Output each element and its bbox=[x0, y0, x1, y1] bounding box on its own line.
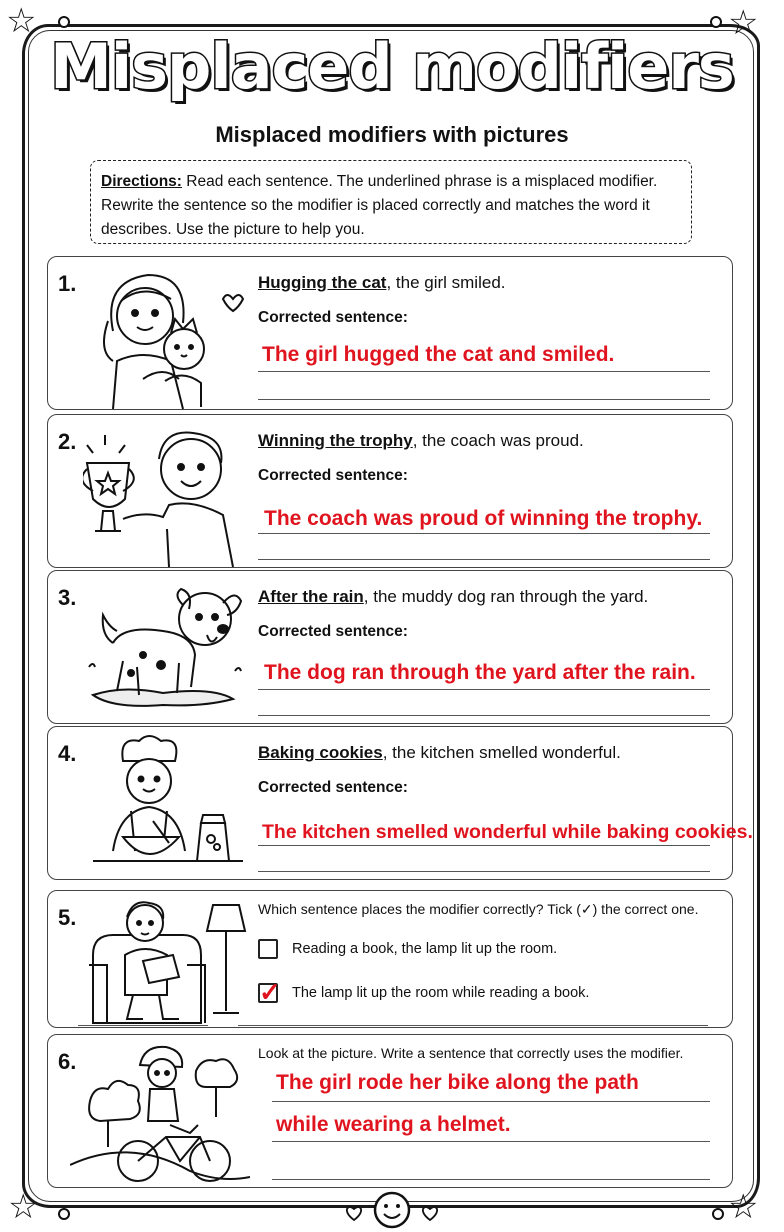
writing-line bbox=[258, 689, 710, 690]
writing-line bbox=[258, 559, 710, 560]
option-label: The lamp lit up the room while reading a book. bbox=[292, 985, 590, 1001]
checkbox[interactable] bbox=[258, 939, 278, 959]
item-number: 4. bbox=[58, 741, 77, 766]
star-icon: ☆ bbox=[728, 1188, 759, 1226]
checkmark-icon: ✓ bbox=[259, 977, 281, 1007]
writing-line bbox=[272, 1141, 710, 1142]
sentence bbox=[258, 587, 648, 607]
smiley-icon bbox=[372, 1190, 412, 1230]
star-icon: ☆ bbox=[8, 1188, 39, 1226]
exercise-card-2 bbox=[47, 414, 733, 568]
answer-text[interactable]: The dog ran through the yard after the rain. bbox=[264, 661, 696, 684]
answer-line-2[interactable]: while wearing a helmet. bbox=[276, 1113, 511, 1136]
boy-reading-in-armchair-icon bbox=[83, 895, 253, 1029]
corrected-label: Corrected sentence: bbox=[258, 309, 408, 326]
exercise-card-5 bbox=[47, 890, 733, 1028]
item-number: 3. bbox=[58, 585, 77, 610]
writing-line bbox=[258, 871, 710, 872]
heart-icon bbox=[420, 1204, 440, 1222]
writing-line bbox=[272, 1179, 710, 1180]
answer-line-1[interactable]: The girl rode her bike along the path bbox=[276, 1071, 639, 1094]
option-label: Reading a book, the lamp lit up the room. bbox=[292, 941, 558, 957]
exercise-card-4 bbox=[47, 726, 753, 880]
answer-text[interactable]: The kitchen smelled wonderful while baking cookies. bbox=[262, 821, 753, 843]
question-text: Which sentence places the modifier correctly? Tick (✓) the correct one. bbox=[258, 901, 699, 917]
answer-text[interactable]: The coach was proud of winning the trophy. bbox=[264, 507, 703, 530]
corrected-label: Corrected sentence: bbox=[258, 467, 408, 484]
option-2[interactable] bbox=[258, 977, 590, 1007]
modifier: After the rain bbox=[258, 587, 364, 606]
option-1[interactable] bbox=[258, 939, 557, 959]
sentence-rest: , the muddy dog ran through the yard. bbox=[363, 587, 649, 606]
writing-line bbox=[258, 371, 710, 372]
circle-decoration-icon bbox=[712, 1208, 724, 1220]
item-number: 1. bbox=[58, 271, 77, 296]
corrected-label: Corrected sentence: bbox=[258, 779, 408, 796]
writing-line bbox=[258, 533, 710, 534]
item-number: 5. bbox=[58, 905, 77, 930]
girl-baking-icon bbox=[83, 731, 253, 879]
modifier: Hugging the cat bbox=[258, 273, 387, 292]
writing-line bbox=[258, 399, 710, 400]
circle-decoration-icon bbox=[58, 16, 70, 28]
directions-label: Directions: bbox=[101, 173, 182, 190]
writing-line bbox=[258, 715, 710, 716]
circle-decoration-icon bbox=[58, 1208, 70, 1220]
item-number: 6. bbox=[58, 1049, 77, 1074]
muddy-dog-icon bbox=[83, 575, 253, 723]
sentence-rest: , the girl smiled. bbox=[386, 273, 506, 292]
modifier: Winning the trophy bbox=[258, 431, 413, 450]
prompt-text: Look at the picture. Write a sentence that correctly uses the modifier. bbox=[258, 1045, 684, 1061]
corrected-label: Corrected sentence: bbox=[258, 623, 408, 640]
boy-holding-trophy-icon bbox=[83, 419, 253, 567]
exercise-card-3 bbox=[47, 570, 733, 724]
heart-icon bbox=[344, 1204, 364, 1222]
answer-text[interactable]: The girl hugged the cat and smiled. bbox=[262, 343, 615, 366]
checkbox-checked[interactable] bbox=[258, 977, 281, 1007]
girl-riding-bike-icon bbox=[70, 1037, 250, 1187]
girl-hugging-cat-icon bbox=[83, 261, 253, 409]
circle-decoration-icon bbox=[710, 16, 722, 28]
modifier: Baking cookies bbox=[258, 743, 383, 762]
page-title: Misplaced modifiers bbox=[50, 30, 734, 103]
item-number: 2. bbox=[58, 429, 77, 454]
directions-box bbox=[90, 160, 692, 244]
writing-line bbox=[258, 845, 710, 846]
sentence bbox=[258, 743, 621, 763]
page-subtitle: Misplaced modifiers with pictures bbox=[215, 122, 569, 147]
divider-line bbox=[238, 1025, 708, 1026]
sentence-rest: , the coach was proud. bbox=[412, 431, 584, 450]
star-icon: ☆ bbox=[6, 2, 37, 40]
sentence-rest: , the kitchen smelled wonderful. bbox=[382, 743, 621, 762]
exercise-card-1 bbox=[47, 256, 733, 410]
writing-line bbox=[272, 1101, 710, 1102]
directions-text: Read each sentence. The underlined phrase is a misplaced modifier. Rewrite the sentence so the modifier is placed correctly and matches the word it describes. Use the picture to help you. bbox=[101, 173, 658, 238]
star-icon: ☆ bbox=[728, 4, 759, 42]
sentence bbox=[258, 431, 584, 451]
exercise-card-6 bbox=[47, 1034, 733, 1188]
sentence bbox=[258, 273, 506, 293]
divider-line bbox=[78, 1025, 208, 1026]
